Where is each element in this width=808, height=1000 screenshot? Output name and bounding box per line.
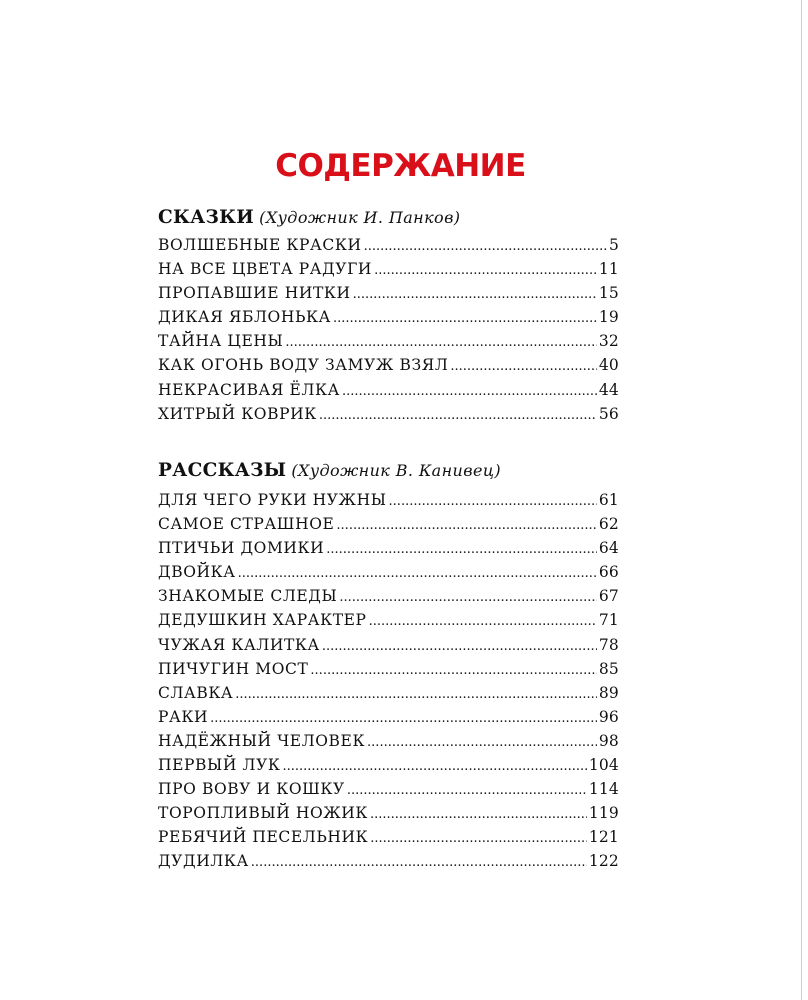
toc-entry (158, 284, 619, 308)
entry-title: НА ВСЕ ЦВЕТА РАДУГИ (158, 260, 373, 279)
dot-leader (210, 708, 597, 726)
section-heading-tales (158, 207, 460, 228)
toc-entry (158, 491, 619, 515)
entry-page-number: 98 (598, 731, 619, 750)
section-credit: (Художник И. Панков) (259, 208, 461, 227)
toc-entry (158, 381, 619, 405)
dot-leader (364, 236, 607, 254)
toc-list-tales (158, 236, 619, 429)
dot-leader (235, 684, 597, 702)
toc-entry (158, 563, 619, 587)
toc-entry (158, 732, 619, 756)
dot-leader (370, 828, 587, 846)
toc-entry (158, 804, 619, 828)
section-heading-stories (158, 460, 501, 481)
entry-title: ПЕРВЫЙ ЛУК (158, 756, 281, 775)
entry-page-number: 114 (588, 780, 619, 799)
entry-page-number: 96 (598, 707, 619, 726)
entry-title: ЗНАКОМЫЕ СЛЕДЫ (158, 587, 338, 606)
dot-leader (347, 780, 587, 798)
dot-leader (369, 611, 597, 629)
toc-entry (158, 332, 619, 356)
dot-leader (310, 660, 596, 678)
entry-title: ЧУЖАЯ КАЛИТКА (158, 635, 320, 654)
entry-title: ПРО ВОВУ И КОШКУ (158, 780, 345, 799)
dot-leader (336, 515, 596, 533)
entry-title: ТОРОПЛИВЫЙ НОЖИК (158, 804, 368, 823)
toc-entry (158, 780, 619, 804)
entry-page-number: 71 (598, 611, 619, 630)
entry-title: ДЛЯ ЧЕГО РУКИ НУЖНЫ (158, 491, 387, 509)
entry-page-number: 15 (598, 284, 619, 303)
dot-leader (353, 284, 597, 302)
dot-leader (370, 804, 587, 822)
entry-page-number: 67 (598, 587, 619, 606)
toc-list-stories (158, 491, 619, 877)
dot-leader (389, 491, 597, 509)
toc-entry (158, 636, 619, 660)
toc-entry (158, 515, 619, 539)
dot-leader (367, 732, 597, 750)
entry-title: САМОЕ СТРАШНОЕ (158, 515, 335, 534)
entry-page-number: 44 (598, 380, 619, 399)
entry-title: ПИЧУГИН МОСТ (158, 659, 309, 678)
toc-entry (158, 684, 619, 708)
toc-entry (158, 756, 619, 780)
entry-page-number: 122 (588, 852, 619, 871)
entry-title: ДИКАЯ ЯБЛОНЬКА (158, 308, 331, 327)
entry-title: ПРОПАВШИЕ НИТКИ (158, 284, 351, 303)
toc-entry (158, 260, 619, 284)
dot-leader (339, 587, 597, 605)
entry-title: НАДЁЖНЫЙ ЧЕЛОВЕК (158, 731, 366, 750)
entry-page-number: 32 (598, 332, 619, 351)
entry-page-number: 66 (598, 563, 619, 582)
toc-entry (158, 708, 619, 732)
dot-leader (251, 852, 587, 870)
entry-page-number: 61 (598, 491, 619, 509)
entry-title: ТАЙНА ЦЕНЫ (158, 332, 284, 351)
entry-page-number: 40 (598, 356, 619, 375)
toc-entry (158, 828, 619, 852)
entry-title: ВОЛШЕБНЫЕ КРАСКИ (158, 236, 362, 254)
dot-leader (333, 308, 597, 326)
entry-page-number: 89 (598, 683, 619, 702)
dot-leader (322, 636, 597, 654)
entry-page-number: 85 (598, 659, 619, 678)
toc-entry (158, 660, 619, 684)
entry-title: ХИТРЫЙ КОВРИК (158, 404, 317, 423)
toc-entry (158, 539, 619, 563)
toc-entry (158, 356, 619, 380)
dot-leader (319, 405, 597, 423)
entry-page-number: 119 (588, 804, 619, 823)
dot-leader (450, 356, 597, 374)
page-title: СОДЕРЖАНИЕ (275, 148, 526, 184)
toc-entry (158, 405, 619, 429)
entry-page-number: 121 (588, 828, 619, 847)
dot-leader (326, 539, 597, 557)
entry-title: ПТИЧЬИ ДОМИКИ (158, 539, 325, 558)
entry-page-number: 62 (598, 515, 619, 534)
dot-leader (282, 756, 586, 774)
section-credit: (Художник В. Канивец) (291, 461, 502, 480)
entry-title: РАКИ (158, 707, 209, 726)
entry-title: СЛАВКА (158, 683, 234, 702)
toc-entry (158, 236, 619, 260)
entry-page-number: 64 (598, 539, 619, 558)
toc-entry (158, 308, 619, 332)
entry-page-number: 19 (598, 308, 619, 327)
entry-page-number: 78 (598, 635, 619, 654)
entry-page-number: 5 (608, 236, 619, 254)
entry-title: ДВОЙКА (158, 563, 236, 582)
entry-title: РЕБЯЧИЙ ПЕСЕЛЬНИК (158, 828, 369, 847)
entry-title: ДУДИЛКА (158, 852, 249, 871)
entry-title: НЕКРАСИВАЯ ЁЛКА (158, 380, 340, 399)
dot-leader (342, 381, 597, 399)
section-name: СКАЗКИ (158, 207, 255, 228)
dot-leader (238, 563, 597, 581)
entry-title: КАК ОГОНЬ ВОДУ ЗАМУЖ ВЗЯЛ (158, 356, 449, 375)
section-name: РАССКАЗЫ (158, 460, 287, 481)
entry-page-number: 104 (588, 756, 619, 775)
toc-entry (158, 587, 619, 611)
dot-leader (374, 260, 597, 278)
toc-entry (158, 611, 619, 635)
toc-entry (158, 852, 619, 876)
entry-page-number: 56 (598, 404, 619, 423)
entry-page-number: 11 (598, 260, 619, 279)
dot-leader (285, 332, 596, 350)
entry-title: ДЕДУШКИН ХАРАКТЕР (158, 611, 367, 630)
